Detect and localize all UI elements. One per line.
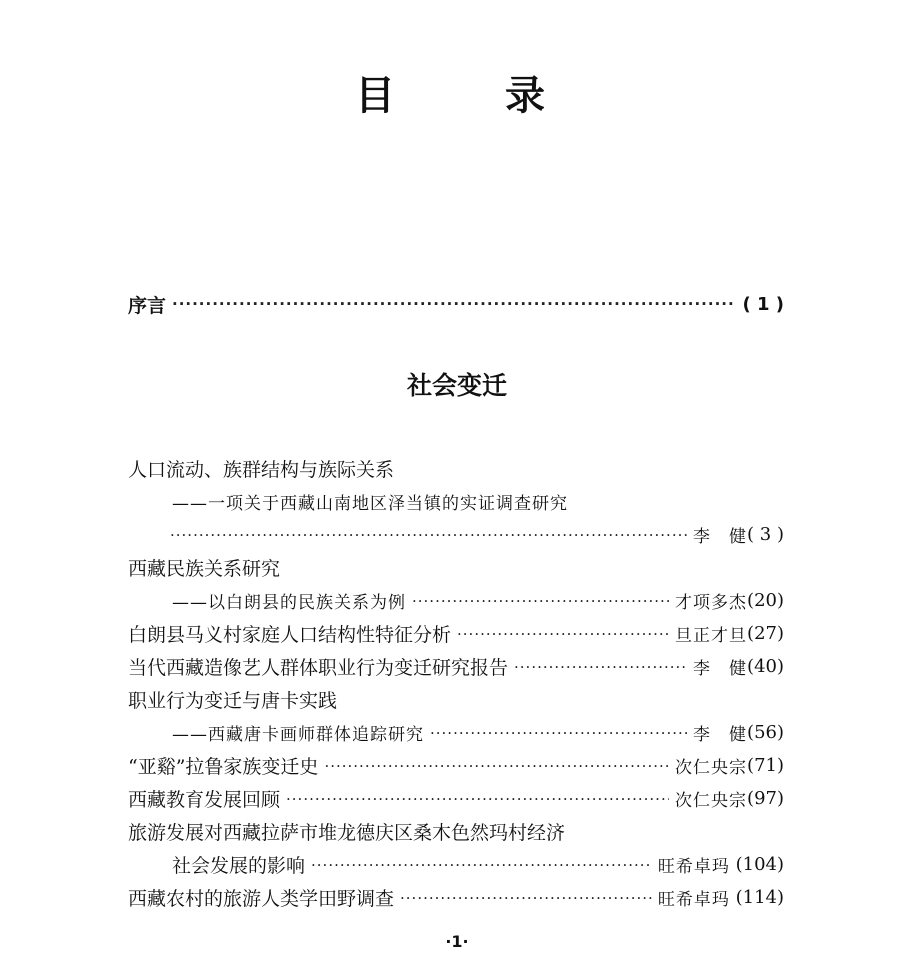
entry-author: 李 健	[693, 725, 748, 745]
page-title: 目 录	[355, 73, 593, 119]
toc-entry-title[interactable]	[128, 683, 784, 716]
dot-leader	[514, 658, 687, 676]
dot-leader	[457, 625, 669, 643]
entry-page: ( 3 )	[747, 524, 784, 545]
entry-author: 次仁央宗	[675, 758, 748, 778]
dot-leader	[286, 790, 669, 808]
entry-page: (40)	[747, 656, 784, 677]
entry-author: 李 健	[693, 659, 748, 679]
entry-page: (27)	[747, 623, 784, 644]
entry-title: “亚谿”拉鲁家族变迁史	[128, 756, 319, 778]
toc-entry-continuation	[128, 848, 784, 881]
entry-page: (104)	[729, 854, 784, 875]
dot-leader	[412, 592, 669, 610]
entry-title: 当代西藏造像艺人群体职业行为变迁研究报告	[128, 657, 509, 679]
entry-title: 西藏民族关系研究	[128, 558, 281, 580]
entry-title: 旅游发展对西藏拉萨市堆龙德庆区桑木色然玛村经济	[128, 822, 566, 844]
dot-leader	[430, 724, 687, 742]
entry-author: 才项多杰	[675, 593, 748, 613]
entry-page: (114)	[729, 887, 784, 908]
entry-author: 旦正才旦	[675, 626, 748, 646]
toc-entry-title[interactable]	[128, 815, 784, 848]
dot-leader	[324, 757, 669, 775]
entry-title: 职业行为变迁与唐卡实践	[128, 690, 338, 712]
entry-title: 西藏农村的旅游人类学田野调查	[128, 888, 395, 910]
table-of-contents	[128, 452, 784, 914]
toc-entry-leader-line	[128, 518, 784, 551]
toc-entry[interactable]	[128, 650, 784, 683]
entry-page: (56)	[747, 722, 784, 743]
entry-title-continuation: 社会发展的影响	[172, 855, 306, 877]
section-heading: 社会变迁	[406, 371, 507, 400]
dot-leader	[311, 856, 652, 874]
entry-subtitle: ——一项关于西藏山南地区泽当镇的实证调查研究	[172, 494, 568, 514]
entry-page: (71)	[747, 755, 784, 776]
entry-author: 旺希卓玛	[657, 890, 730, 910]
entry-author: 旺希卓玛	[657, 857, 730, 877]
entry-author: 李 健	[693, 527, 748, 547]
toc-entry-title[interactable]	[128, 452, 784, 485]
entry-subtitle: ——以白朗县的民族关系为例	[172, 593, 406, 613]
entry-page: (20)	[747, 590, 784, 611]
dot-leader	[400, 889, 652, 907]
toc-entry-preface[interactable]	[128, 290, 784, 318]
toc-entry[interactable]	[128, 749, 784, 782]
toc-entry[interactable]	[128, 617, 784, 650]
entry-page: (97)	[747, 788, 784, 809]
page-number: ·1·	[445, 932, 469, 951]
toc-entry-title[interactable]	[128, 551, 784, 584]
toc-entry-subtitle	[128, 485, 784, 518]
preface-label: 序言	[128, 294, 167, 317]
toc-entry-subtitle	[128, 584, 784, 617]
entry-title: 白朗县马义村家庭人口结构性特征分析	[128, 624, 452, 646]
toc-entry-subtitle	[128, 716, 784, 749]
toc-entry[interactable]	[128, 782, 784, 815]
entry-title: 人口流动、族群结构与族际关系	[128, 459, 395, 481]
entry-subtitle: ——西藏唐卡画师群体追踪研究	[172, 725, 424, 745]
dot-leader	[172, 295, 736, 313]
entry-title: 西藏教育发展回顾	[128, 789, 281, 811]
dot-leader	[170, 526, 687, 544]
preface-page: ( 1 )	[742, 293, 784, 315]
entry-author: 次仁央宗	[675, 791, 748, 811]
toc-entry[interactable]	[128, 881, 784, 914]
